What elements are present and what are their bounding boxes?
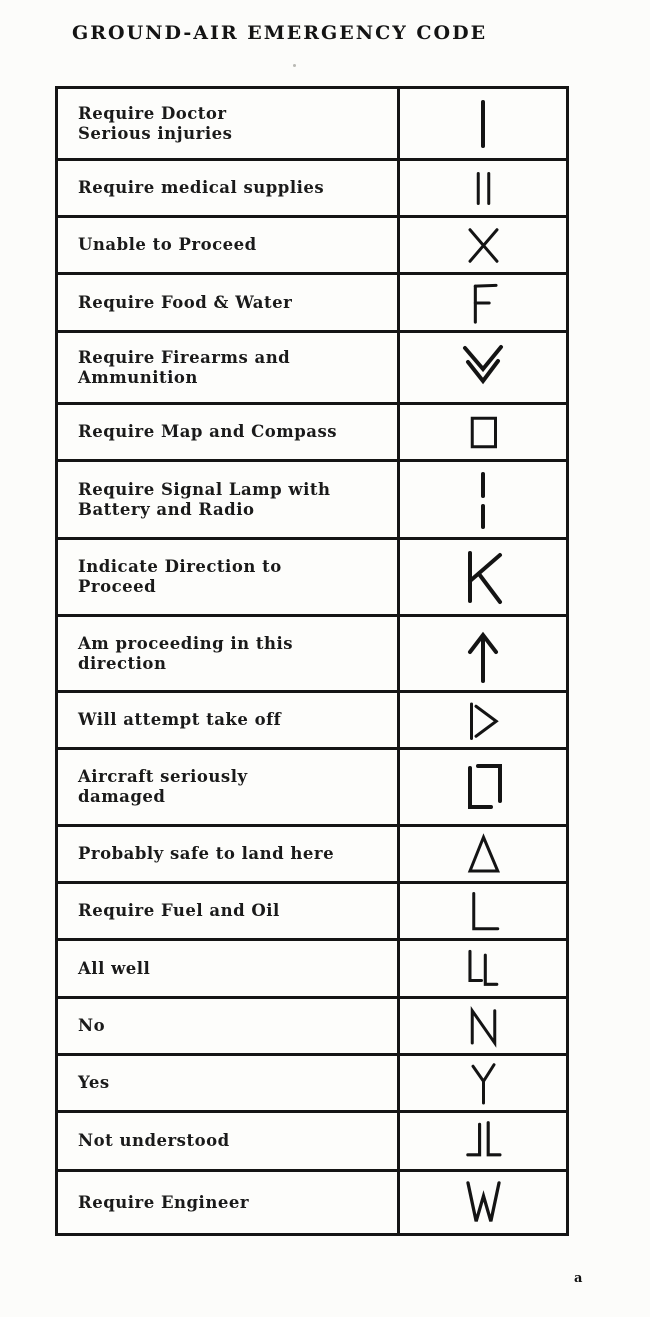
letter-jl-icon — [460, 1118, 507, 1165]
symbol-cell — [400, 884, 566, 938]
signal-message-line: Battery and Radio — [78, 499, 255, 519]
signal-message-line: Aircraft seriously — [78, 767, 248, 786]
symbol-cell — [400, 750, 566, 824]
open-square-icon — [461, 410, 506, 455]
table-row — [58, 462, 566, 540]
symbol-cell — [400, 161, 566, 215]
table-row — [58, 884, 566, 941]
signal-message — [58, 1113, 400, 1169]
symbol-cell — [400, 333, 566, 402]
triangle-icon — [461, 832, 506, 877]
signal-message-line: Yes — [78, 1073, 110, 1092]
signal-message — [58, 827, 400, 881]
signal-message — [58, 1172, 400, 1233]
table-row — [58, 693, 566, 750]
letter-l-icon — [461, 889, 506, 934]
code-table — [55, 86, 569, 1236]
signal-message-line: Require Fuel and Oil — [78, 901, 280, 920]
signal-message — [58, 617, 400, 690]
symbol-cell — [400, 218, 566, 272]
signal-message — [58, 405, 400, 459]
signal-message-line: Serious injuries — [78, 123, 233, 143]
signal-message-line: Will attempt take off — [78, 710, 282, 729]
symbol-cell — [400, 1056, 566, 1110]
signal-message — [58, 941, 400, 996]
symbol-cell — [400, 617, 566, 690]
scan-speck — [293, 64, 296, 67]
signal-message-line: direction — [78, 653, 167, 673]
signal-message — [58, 275, 400, 330]
signal-message-line: Ammunition — [78, 367, 198, 387]
signal-message — [58, 750, 400, 824]
table-row — [58, 540, 566, 617]
symbol-cell — [400, 999, 566, 1053]
broken-square-icon — [453, 757, 513, 817]
signal-message-line: Proceed — [78, 577, 157, 596]
table-row — [58, 161, 566, 218]
signal-message — [58, 884, 400, 938]
signal-message-line: damaged — [78, 787, 166, 806]
table-row — [58, 1172, 566, 1233]
signal-message-line: Not understood — [78, 1131, 230, 1150]
double-l-icon — [460, 946, 506, 992]
symbol-cell — [400, 462, 566, 537]
table-row — [58, 827, 566, 884]
page-number-mark: a — [574, 1271, 583, 1286]
letter-n-icon — [461, 1004, 506, 1049]
signal-message — [58, 161, 400, 215]
table-row — [58, 333, 566, 405]
table-row — [58, 1113, 566, 1172]
letter-k-icon — [453, 547, 513, 607]
table-row — [58, 405, 566, 462]
double-bar-icon — [461, 166, 506, 211]
table-row — [58, 1056, 566, 1113]
signal-message-line: Probably safe to land here — [78, 844, 335, 863]
letter-f-icon — [460, 280, 506, 326]
symbol-cell — [400, 1172, 566, 1233]
signal-message — [58, 89, 400, 158]
signal-message — [58, 218, 400, 272]
signal-message-line: Require Signal Lamp with — [78, 479, 331, 499]
page-title: GROUND-AIR EMERGENCY CODE — [72, 22, 488, 44]
signal-message-line: Require Firearms and — [78, 347, 291, 367]
symbol-cell — [400, 540, 566, 614]
table-row — [58, 89, 566, 161]
table-row — [58, 999, 566, 1056]
table-row — [58, 275, 566, 333]
table-row — [58, 218, 566, 275]
symbol-cell — [400, 827, 566, 881]
signal-message-line: Am proceeding in this — [78, 633, 294, 653]
signal-message — [58, 333, 400, 402]
signal-message-line: Require Map and Compass — [78, 422, 338, 441]
signal-message — [58, 693, 400, 747]
broken-bar-icon — [453, 470, 513, 530]
signal-message-line: All well — [78, 958, 151, 978]
single-bar-icon — [453, 94, 513, 154]
letter-w-icon — [459, 1178, 508, 1227]
bar-chevron-right-icon — [461, 698, 506, 743]
symbol-cell — [400, 275, 566, 330]
table-row — [58, 750, 566, 827]
table-row — [58, 941, 566, 999]
symbol-cell — [400, 405, 566, 459]
table-row — [58, 617, 566, 693]
symbol-cell — [400, 693, 566, 747]
signal-message-line: Require medical supplies — [78, 178, 325, 197]
cross-icon — [461, 223, 506, 268]
signal-message — [58, 462, 400, 537]
letter-y-icon — [461, 1061, 506, 1106]
double-chevron-down-icon — [453, 338, 513, 398]
symbol-cell — [400, 1113, 566, 1169]
arrow-up-icon — [453, 624, 513, 684]
signal-message-line: Unable to Proceed — [78, 235, 257, 254]
signal-message-line: Indicate Direction to — [78, 557, 282, 576]
signal-message — [58, 1056, 400, 1110]
signal-message — [58, 999, 400, 1053]
symbol-cell — [400, 941, 566, 996]
signal-message-line: Require Engineer — [78, 1192, 250, 1212]
signal-message — [58, 540, 400, 614]
signal-message-line: Require Food & Water — [78, 292, 293, 312]
signal-message-line: No — [78, 1016, 106, 1035]
symbol-cell — [400, 89, 566, 158]
signal-message-line: Require Doctor — [78, 103, 227, 123]
